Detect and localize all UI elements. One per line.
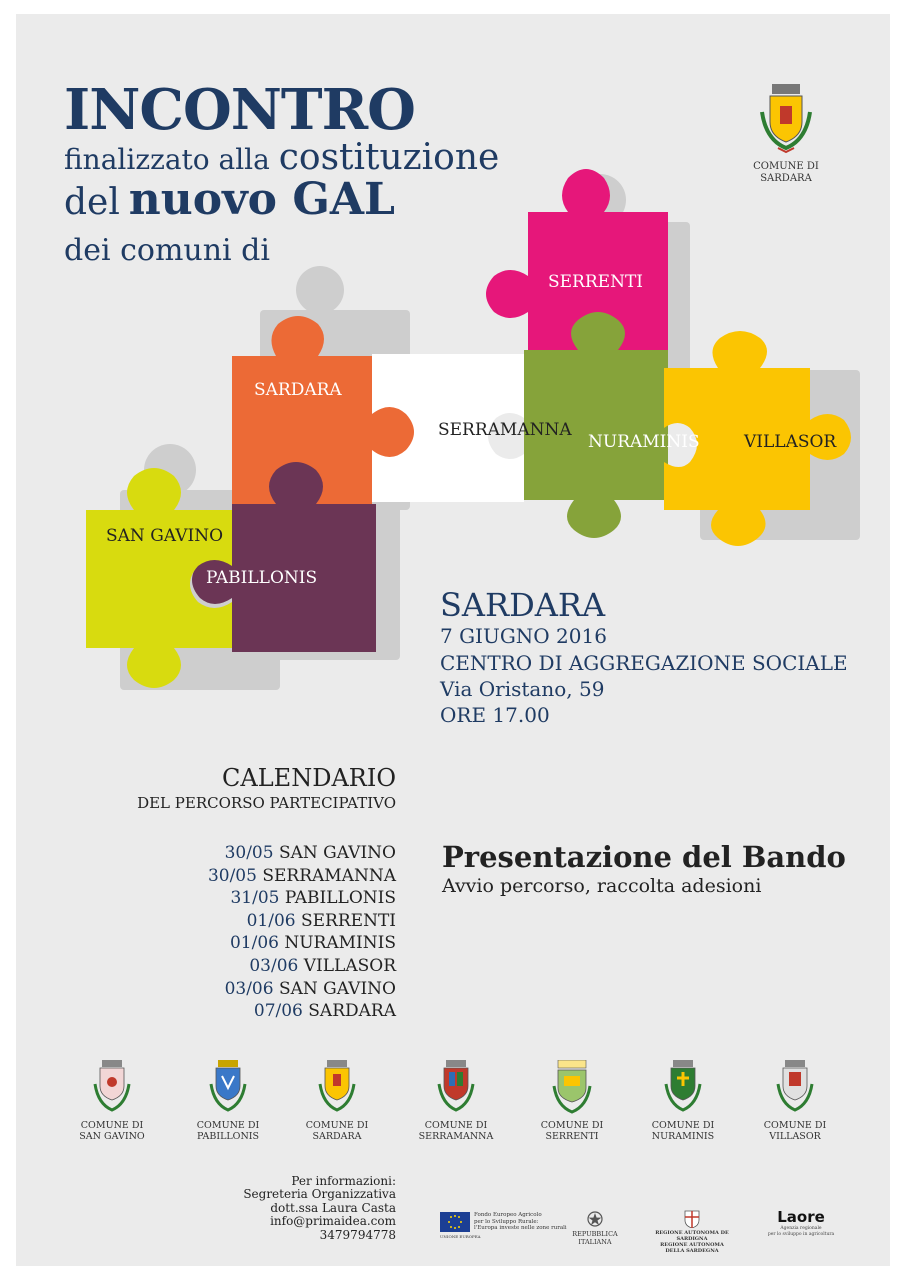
calendar-place: NURAMINIS <box>284 933 396 954</box>
regione-sardegna-logo <box>652 1210 732 1254</box>
event-details <box>440 588 848 729</box>
calendar-entry <box>208 955 396 978</box>
nuraminis-crest-icon <box>663 1060 703 1114</box>
sardegna-label-line2: REGIONE AUTONOMA DELLA SARDEGNA <box>660 1242 724 1254</box>
calendar-place: SARDARA <box>308 1001 396 1022</box>
title-line-3b: nuovo GAL <box>128 174 395 225</box>
label-sardara: SARDARA <box>254 380 342 400</box>
event-venue: CENTRO DI AGGREGAZIONE SOCIALE <box>440 650 848 675</box>
crest-line2: VILLASOR <box>769 1131 821 1143</box>
san-gavino-crest-icon <box>92 1060 132 1114</box>
calendar-date: 30/05 <box>207 865 257 886</box>
event-city: SARDARA <box>440 586 606 624</box>
event-date: 7 GIUGNO 2016 <box>440 624 607 649</box>
label-villasor: VILLASOR <box>744 432 837 452</box>
sardara-small-crest-icon <box>317 1060 357 1114</box>
calendar-place: SERRENTI <box>301 910 396 931</box>
crest-sardara <box>281 1060 393 1143</box>
villasor-crest-icon <box>775 1060 815 1114</box>
crest-line2: NURAMINIS <box>651 1131 715 1143</box>
comuni-crests-row <box>56 1060 856 1150</box>
serrenti-crest-icon <box>550 1060 594 1114</box>
crest-nuraminis <box>627 1060 739 1143</box>
calendar-entry <box>208 865 396 888</box>
calendar-date: 01/06 <box>229 933 279 954</box>
laore-wordmark: Laore <box>777 1208 825 1226</box>
title-line-4: dei comuni di <box>64 233 270 268</box>
italy-emblem-icon <box>586 1210 604 1228</box>
eu-flag-icon <box>440 1212 470 1232</box>
label-pabillonis: PABILLONIS <box>206 568 318 588</box>
calendar-place: VILLASOR <box>303 955 396 976</box>
info-line1: Per informazioni: <box>291 1174 396 1188</box>
calendar-date: 31/05 <box>230 888 280 909</box>
eu-text-line3: l'Europa investe nelle zone rurali <box>474 1225 567 1231</box>
crest-pabillonis <box>172 1060 284 1143</box>
info-email: info@primaidea.com <box>270 1214 396 1229</box>
crest-serrenti <box>516 1060 628 1143</box>
crest-serramanna <box>400 1060 512 1143</box>
italy-label: REPUBBLICA ITALIANA <box>572 1230 618 1246</box>
info-phone: 3479794778 <box>319 1227 396 1242</box>
host-crest-line2: SARDARA <box>760 173 812 184</box>
calendar-list <box>208 842 396 1023</box>
sardara-crest-icon <box>756 82 816 156</box>
bando-block <box>442 840 846 898</box>
crest-line1: COMUNE DI <box>80 1120 144 1131</box>
event-time: ORE 17.00 <box>440 703 550 728</box>
event-address: Via Oristano, 59 <box>440 676 605 701</box>
eu-stars-icon <box>440 1212 470 1232</box>
calendar-date: 07/06 <box>253 1001 303 1022</box>
crest-line1: COMUNE DI <box>651 1120 715 1131</box>
calendar-place: SAN GAVINO <box>278 978 396 999</box>
sardegna-label-line1: REGIONE AUTONOMA DE SARDIGNA <box>655 1230 729 1242</box>
calendar-entry <box>208 932 396 955</box>
calendar-entry <box>208 910 396 933</box>
calendar-place: PABILLONIS <box>284 888 396 909</box>
eu-text-line1: Fondo Europeo Agricolo <box>474 1212 542 1218</box>
title-incontro: INCONTRO <box>64 77 415 143</box>
label-san-gavino: SAN GAVINO <box>106 526 224 546</box>
crest-line1: COMUNE DI <box>424 1120 488 1131</box>
crest-villasor <box>739 1060 851 1143</box>
crest-line1: COMUNE DI <box>763 1120 827 1131</box>
bando-subheading: Avvio percorso, raccolta adesioni <box>442 874 762 897</box>
crest-line2: SARDARA <box>312 1131 362 1143</box>
sardegna-emblem-icon <box>684 1210 700 1228</box>
bando-heading: Presentazione del Bando <box>442 840 846 874</box>
label-serramanna: SERRAMANNA <box>438 420 572 440</box>
info-block <box>243 1175 396 1242</box>
calendar-date: 30/05 <box>224 843 274 863</box>
eu-flag-caption: UNIONE EUROPEA <box>440 1234 481 1239</box>
sponsor-logos <box>440 1206 840 1254</box>
calendar-place: SAN GAVINO <box>278 843 396 863</box>
laore-subtitle-line2: per lo sviluppo in agricoltura <box>767 1231 835 1237</box>
title-line-3a: del <box>64 182 120 223</box>
calendar-entry <box>208 978 396 1001</box>
host-crest-line1: COMUNE DI <box>753 160 819 172</box>
calendar-place: SERRAMANNA <box>262 865 396 886</box>
laore-subtitle-line1: Agenzia regionale <box>780 1226 822 1231</box>
crest-line1: COMUNE DI <box>196 1120 260 1131</box>
calendar-entry <box>208 1000 396 1023</box>
serramanna-crest-icon <box>436 1060 476 1114</box>
calendar-date: 01/06 <box>246 910 296 931</box>
pabillonis-crest-icon <box>208 1060 248 1114</box>
laore-logo <box>766 1208 836 1237</box>
info-line2: Segreteria Organizzativa <box>243 1187 396 1202</box>
calendar-entry <box>208 842 396 865</box>
crest-san-gavino <box>56 1060 168 1143</box>
calendar-date: 03/06 <box>224 978 274 999</box>
label-nuraminis: NURAMINIS <box>588 432 700 452</box>
info-line3: dott.ssa Laura Casta <box>270 1200 396 1215</box>
crest-line1: COMUNE DI <box>305 1120 369 1131</box>
crest-line2: SAN GAVINO <box>79 1131 145 1143</box>
title-line-2a: finalizzato alla <box>64 143 270 176</box>
crest-line2: PABILLONIS <box>196 1131 260 1143</box>
title-line-2b: costituzione <box>278 137 500 178</box>
calendar-title: CALENDARIO <box>222 764 396 792</box>
crest-line1: COMUNE DI <box>540 1120 604 1131</box>
label-serrenti: SERRENTI <box>548 272 643 292</box>
crest-line2: SERRAMANNA <box>418 1131 494 1143</box>
calendar-header <box>137 764 396 814</box>
calendar-entry <box>208 887 396 910</box>
repubblica-italiana-logo <box>560 1210 630 1246</box>
eu-text-line2: per lo Sviluppo Rurale: <box>474 1218 539 1225</box>
calendar-subtitle: DEL PERCORSO PARTECIPATIVO <box>137 793 396 812</box>
crest-line2: SERRENTI <box>545 1131 599 1143</box>
calendar-date: 03/06 <box>249 955 299 976</box>
